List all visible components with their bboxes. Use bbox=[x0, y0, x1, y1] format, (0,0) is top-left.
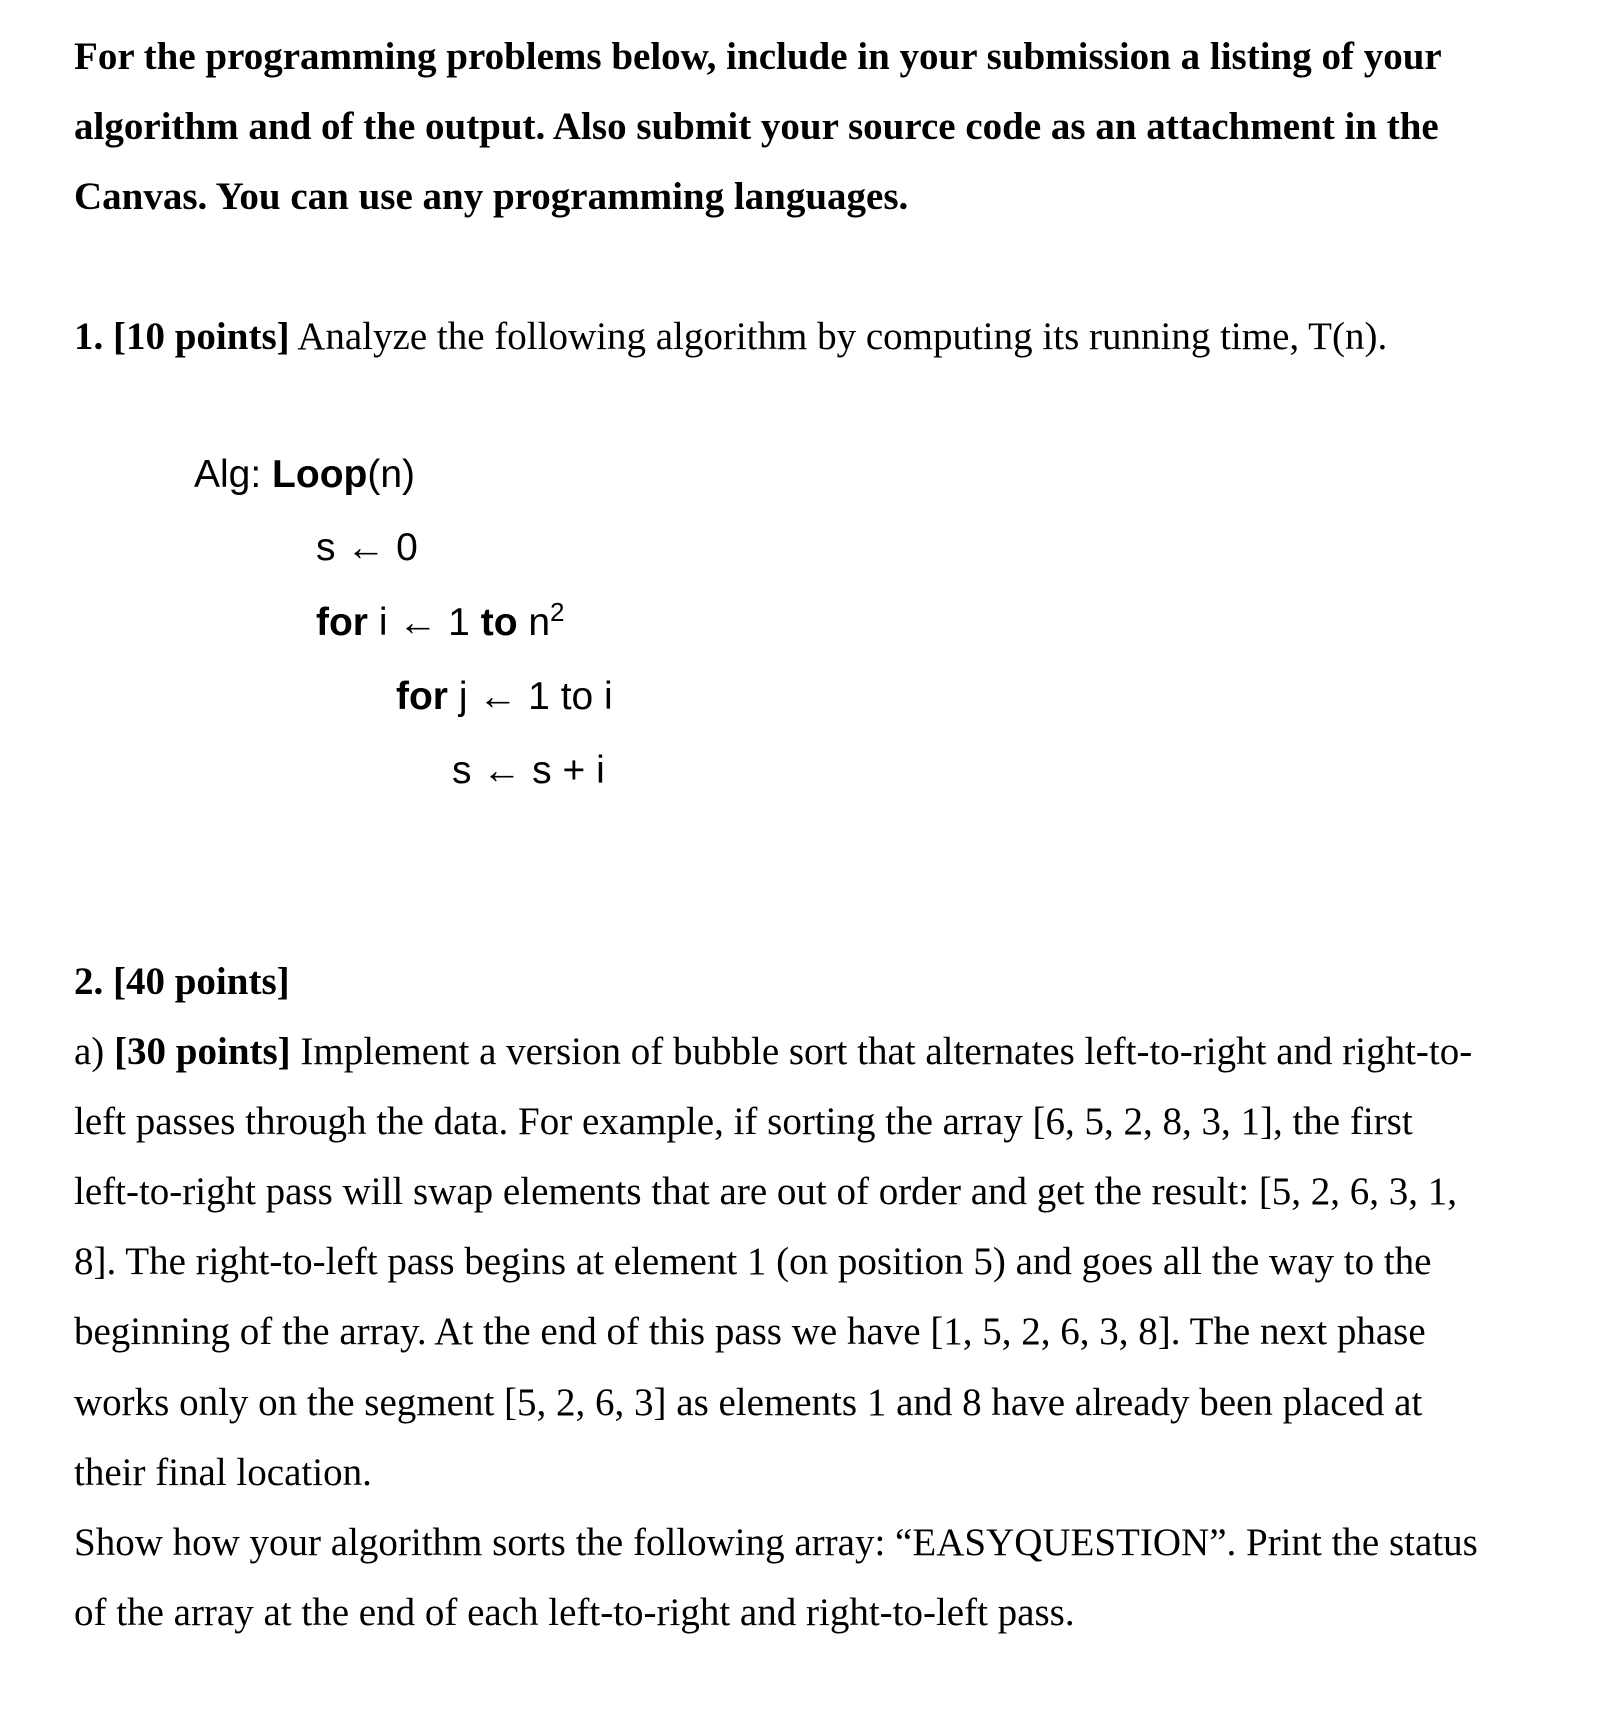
intro-line-2: algorithm and of the output. Also submit your source code as an attachment in the bbox=[74, 105, 1439, 148]
intro-line-3: Canvas. You can use any programming languages. bbox=[74, 175, 909, 218]
problem-1-label: 1. [10 points] bbox=[74, 315, 290, 358]
problem-2a-line-1 bbox=[74, 1029, 1472, 1075]
problem-2-show-line-1: Show how your algorithm sorts the following array: “EASYQUESTION”. Print the status bbox=[74, 1521, 1478, 1564]
intro-line-1: For the programming problems below, include in your submission a listing of your bbox=[74, 35, 1442, 78]
for-j-keyword: for bbox=[396, 675, 448, 718]
for-j-rest: j ← 1 to i bbox=[448, 675, 613, 718]
for-i-bound: n bbox=[517, 601, 551, 644]
problem-2a-line-3: left-to-right pass will swap elements that are out of order and get the result: [5, 2, 6, 3, 1, bbox=[74, 1170, 1458, 1213]
for-i-mid: i ← 1 bbox=[368, 601, 481, 644]
problem-2a-line-7: their final location. bbox=[74, 1451, 372, 1494]
problem-2a-line-6: works only on the segment [5, 2, 6, 3] as elements 1 and 8 have already been placed at bbox=[74, 1381, 1423, 1424]
for-i-to-keyword: to bbox=[480, 601, 518, 644]
for-i-exponent: 2 bbox=[550, 597, 565, 627]
problem-2a-line-2: left passes through the data. For example, if sorting the array [6, 5, 2, 8, 3, 1], the first bbox=[74, 1100, 1413, 1143]
problem-2a-line-1-text: Implement a version of bubble sort that alternates left-to-right and right-to- bbox=[290, 1030, 1473, 1073]
algorithm-prefix: Alg: bbox=[194, 453, 273, 496]
algorithm-line-for-j bbox=[396, 674, 613, 720]
problem-1-text: Analyze the following algorithm by computing its running time, T(n). bbox=[289, 315, 1388, 358]
algorithm-name: Loop bbox=[272, 453, 368, 496]
algorithm-line-for-i bbox=[316, 597, 565, 646]
algorithm-line-s-init: s ← 0 bbox=[316, 526, 418, 569]
algorithm-line-s-update: s ← s + i bbox=[452, 749, 605, 792]
for-i-keyword: for bbox=[316, 601, 368, 644]
problem-2-heading: 2. [40 points] bbox=[74, 960, 290, 1003]
problem-1 bbox=[74, 314, 1387, 360]
problem-2a-line-4: 8]. The right-to-left pass begins at element 1 (on position 5) and goes all the way to the bbox=[74, 1240, 1432, 1283]
algorithm-header bbox=[194, 452, 415, 498]
problem-2a-prefix: a) bbox=[74, 1030, 115, 1073]
algorithm-args: (n) bbox=[367, 453, 416, 496]
problem-2-show-line-2: of the array at the end of each left-to-right and right-to-left pass. bbox=[74, 1591, 1075, 1634]
problem-2a-label: [30 points] bbox=[114, 1030, 291, 1073]
problem-2a-line-5: beginning of the array. At the end of this pass we have [1, 5, 2, 6, 3, 8]. The next phase bbox=[74, 1310, 1426, 1353]
